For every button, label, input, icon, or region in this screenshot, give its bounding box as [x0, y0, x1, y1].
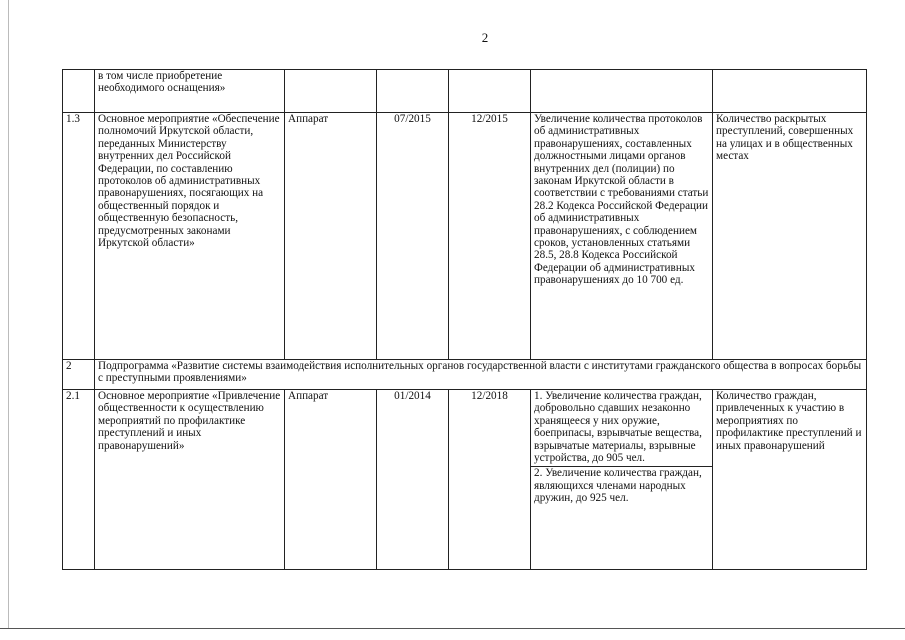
scan-bottom-edge — [0, 628, 905, 629]
start-date-cell: 07/2015 — [377, 113, 449, 360]
subprogram-title: Подпрограмма «Развитие системы взаимодействия исполнительных органов государственной власти с институтами гражданского общества в вопросах борьбы с преступными проявлениями» — [95, 360, 867, 390]
result-cell — [531, 70, 713, 113]
row-number: 2 — [63, 360, 95, 390]
row-number: 1.3 — [63, 113, 95, 360]
start-date-cell — [377, 70, 449, 113]
program-table — [62, 69, 867, 570]
start-date-cell: 01/2014 — [377, 390, 449, 570]
event-cell: в том числе приобретение необходимого оснащения» — [95, 70, 285, 113]
indicator-cell — [713, 70, 867, 113]
result-item-1: 1. Увеличение количества граждан, добровольно сдавших незаконно хранящееся у них оружие, боеприпасы, взрывчатые вещества, взрывчатые материалы, взрывные устройства, до 905 чел. — [534, 390, 702, 465]
end-date-cell — [449, 70, 531, 113]
event-cell: Основное мероприятие «Обеспечение полномочий Иркутской области, переданных Министерству внутренних дел Российской Федерации, по составлению протоколов об административных правонарушениях, посягающих на общественный порядок и общественную безопасность, предусмотренных законами Иркутской области» — [95, 113, 285, 360]
row-number: 2.1 — [63, 390, 95, 570]
end-date-cell: 12/2015 — [449, 113, 531, 360]
result-cell: Увеличение количества протоколов об административных правонарушениях, составленных должностными лицами органов внутренних дел (полиции) по законам Иркутской области в соответствии с требованиями статьи 28.2 Кодекса Российской Федерации об административных правонарушениях, с соблюдением сроков, установленных статьями 28.5, 28.8 Кодекса Российской Федерации об административных правонарушениях до 10 700 ед. — [531, 113, 713, 360]
table-row — [63, 390, 867, 570]
indicator-cell: Количество раскрытых преступлений, совершенных на улицах и в общественных местах — [713, 113, 867, 360]
executor-cell: Аппарат — [285, 390, 377, 570]
indicator-cell: Количество граждан, привлеченных к участию в мероприятиях по профилактике преступлений и иных правонарушений — [713, 390, 867, 570]
executor-cell — [285, 70, 377, 113]
end-date-cell: 12/2018 — [449, 390, 531, 570]
result-cell — [531, 390, 713, 570]
row-number — [63, 70, 95, 113]
table-row — [63, 113, 867, 360]
event-cell: Основное мероприятие «Привлечение общественности к осуществлению мероприятий по профилактике преступлений и иных правонарушений» — [95, 390, 285, 570]
page-number: 2 — [481, 30, 489, 45]
table-row — [63, 360, 867, 390]
table-row — [63, 70, 867, 113]
result-item-2: 2. Увеличение количества граждан, являющихся членами народных дружин, до 925 чел. — [531, 466, 712, 504]
executor-cell: Аппарат — [285, 113, 377, 360]
scan-margin-line — [8, 0, 9, 628]
